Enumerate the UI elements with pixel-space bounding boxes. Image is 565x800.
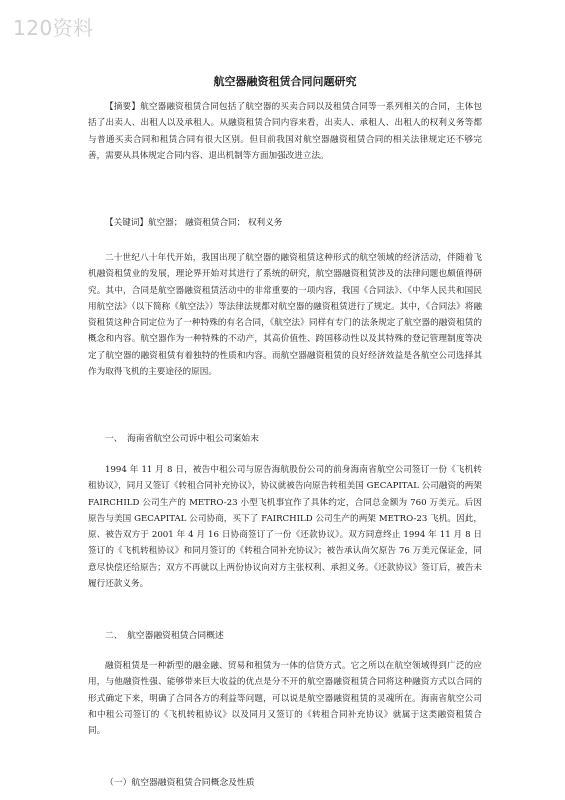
- abstract-paragraph: 【摘要】航空器融资租赁合同包括了航空器的买卖合同以及租赁合同等一系列相关的合同，主体包括了出卖人、出租人以及承租人。从融资租赁合同内容来看，出卖人、承租人、出租人的权利义务等都与普通买卖合同和租赁合同有很大区别。但目前我国对航空器融资租赁合同的相关法律规定还不够完善，需要从具体规定合同内容、退出机制等方面加强改进立法。: [88, 102, 482, 161]
- intro-paragraph: 二十世纪八十年代开始，我国出现了航空器的融资租赁这种形式的航空领域的经济活动，伴随着飞机融资租赁业的发展，理论界开始对其进行了系统的研究，航空器融资租赁涉及的法律问题也颇值得研究。其中，合同是航空器融资租赁活动中的非常重要的一项内容，我国《合同法》、《中华人民共和国民用航空法》（以下简称《航空法》）等法律法规都对航空器的融资租赁进行了规定。其中，《合同法》将融资租赁这种合同定位为了一种特殊的有名合同，《航空法》同样有专门的法条规定了航空器的融资租赁的概念和内容。航空器作为一种特殊的不动产，其高价值性、跨国移动性以及其特殊的登记管理制度等决定了航空器的融资租赁有着独特的性质和内容。而航空器融资租赁的良好经济效益是各航空公司选择其作为取得飞机的主要途径的原因。: [88, 253, 482, 378]
- section2-heading: 二、 航空器融资租赁合同概述: [105, 631, 224, 641]
- document-title: 航空器融资租赁合同问题研究: [213, 75, 357, 88]
- keywords-paragraph: 【关键词】航空器； 融资租赁合同； 权利义务: [105, 218, 283, 228]
- watermark-logo: 120资料: [13, 16, 94, 40]
- section2-paragraph: 融资租赁是一种新型的融金融、贸易和租赁为一体的信贷方式。它之所以在航空领域得到广泛的应用，与他融资性强、能够带来巨大收益的优点是分不开的航空器融资租赁合同将这种融资方式以合同的形式确定下来，明确了合同各方的利益等问题，可以说是航空器融资租赁的灵魂所在。海南省航空公司和中租公司签订的《飞机转租协议》以及同月又签订的《转租合同补充协议》就属于这类融资租赁合同。: [88, 661, 482, 737]
- subsection1-heading: （一）航空器融资租赁合同概念及性质: [105, 778, 255, 788]
- section1-paragraph: 1994 年 11 月 8 日，被告中租公司与原告海航股份公司的前身海南省航空公司签订一份《飞机转租协议》，同月又签订《转租合同补充协议》，协议就被告向原告转租美国 GECAPITAL 公司融资的两架 FAIRCHILD 公司生产的 METRO-23 小型飞机事宜作了具体约定，合同总金额为 760 万美元。后因原告与美国 GECAPITAL 公司协商，买下了 FAIRCHILD 公司生产的两架 METRO-23 飞机。因此，原、被告双方于 2001 年 4 月 16 日协商签订了一份《还款协议》。双方同意终止 1994 年 11 月 8 日签订的《飞机转租协议》和同月签订的《转租合同补充协议》；被告承认尚欠原告 76 万美元保证金，同意尽快偿还给原告；双方不再就以上两份协议向对方主张权利、承担义务。《还款协议》签订后，被告未履行还款义务。: [88, 465, 482, 590]
- section1-heading: 一、 海南省航空公司诉中租公司案始末: [105, 434, 259, 444]
